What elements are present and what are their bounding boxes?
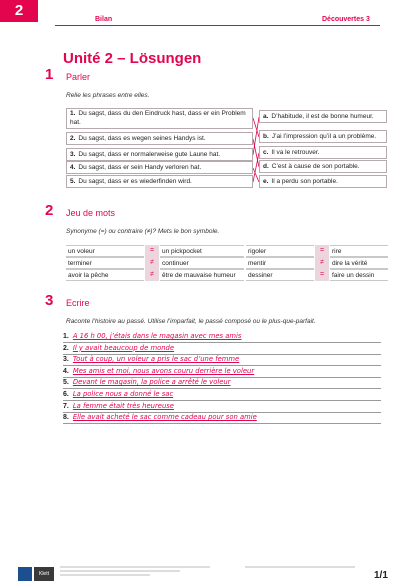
match-line <box>253 168 259 182</box>
word-cell: continuer <box>160 257 244 269</box>
word-cell: un pickpocket <box>160 245 244 257</box>
match-right-item: d. C’est à cause de son portable. <box>259 160 387 173</box>
word-cell: dire la vérité <box>330 257 388 269</box>
section-1-instruction: Relie les phrases entre elles. <box>66 92 150 99</box>
handwritten-answer: Devant le magasin, la police a arrêté le voleur <box>72 378 231 387</box>
line-number: 4. <box>63 367 69 375</box>
publisher-logo-icon <box>18 567 32 581</box>
answer-line <box>63 412 381 424</box>
word-cell: être de mauvaise humeur <box>160 269 244 281</box>
handwritten-answer: A 16 h 00, j’étais dans le magasin avec mes amis <box>72 332 242 340</box>
line-number: 1. <box>63 333 69 340</box>
handwritten-answer: Il y avait beaucoup de monde <box>72 343 175 352</box>
answer-line <box>63 343 381 355</box>
header-rule <box>55 25 380 26</box>
word-cell: un voleur <box>66 245 144 257</box>
section-label: Bilan <box>95 16 113 23</box>
answer-line <box>63 377 381 389</box>
author-line <box>245 566 355 568</box>
match-left-item: 2. Du sagst, dass es wegen seines Handys ist. <box>66 132 253 145</box>
symbol-cell: = <box>315 269 329 281</box>
section-3-title: Ecrire <box>66 298 90 308</box>
match-line <box>253 139 259 167</box>
symbol-cell: = <box>315 245 329 257</box>
match-line <box>253 117 259 155</box>
word-cell: mentir <box>246 257 314 269</box>
line-number: 3. <box>63 356 69 364</box>
line-number: 5. <box>63 379 69 387</box>
section-2-title: Jeu de mots <box>66 208 116 218</box>
klett-logo: Klett <box>34 567 54 581</box>
match-right-item: b. J’ai l’impression qu’il a un problème. <box>259 130 387 143</box>
match-connectors <box>253 108 259 190</box>
match-left-item: 4. Du sagst, dass er sein Handy verloren hat. <box>66 161 253 174</box>
section-2-instruction: Synonyme (=) ou contraire (≠)? Mets le bon symbole. <box>66 228 220 235</box>
handwritten-answer: Elle avait acheté le sac comme cadeau pour son amie <box>72 413 257 422</box>
match-left-item: 3. Du sagst, dass er normalerweise gute Laune hat. <box>66 148 253 161</box>
section-2-number: 2 <box>45 202 54 219</box>
page-number: 1/1 <box>374 570 388 581</box>
line-number: 8. <box>63 414 69 422</box>
match-left-item: 1. Du sagst, dass du den Eindruck hast, dass er ein Problem hat. <box>66 108 253 129</box>
match-right-item: a. D’habitude, il est de bonne humeur. <box>259 110 387 123</box>
match-right-item: c. Il va le retrouver. <box>259 146 387 159</box>
answer-line <box>63 354 381 366</box>
page-title: Unité 2 – Lösungen <box>63 50 202 67</box>
word-cell: terminer <box>66 257 144 269</box>
symbol-cell: ≠ <box>145 269 159 281</box>
symbol-cell: ≠ <box>315 257 329 269</box>
symbol-cell: = <box>145 245 159 257</box>
handwritten-answer: Tout à coup, un voleur a pris le sac d’une femme <box>72 355 240 364</box>
section-3-number: 3 <box>45 292 54 309</box>
answer-line <box>63 389 381 401</box>
book-label: Découvertes 3 <box>322 16 370 23</box>
word-cell: faire un dessin <box>330 269 388 281</box>
symbol-cell: ≠ <box>145 257 159 269</box>
word-cell: dessiner <box>246 269 314 281</box>
answer-line <box>63 401 381 413</box>
handwritten-answer: Mes amis et moi, nous avons couru derrière le voleur <box>72 366 255 375</box>
unit-number-tab: 2 <box>0 0 38 22</box>
word-cell: rire <box>330 245 388 257</box>
match-right-item: e. Il a perdu son portable. <box>259 175 387 188</box>
word-cell: rigoler <box>246 245 314 257</box>
line-number: 6. <box>63 391 69 398</box>
handwritten-answer: La police nous a donné le sac <box>72 390 174 398</box>
match-left-item: 5. Du sagst, dass er es wiederfinden wird. <box>66 175 253 188</box>
section-1-title: Parler <box>66 72 91 82</box>
handwritten-answer: La femme était très heureuse <box>72 401 174 410</box>
answer-line <box>63 366 381 378</box>
word-cell: avoir la pêche <box>66 269 144 281</box>
line-number: 7. <box>63 402 69 410</box>
answer-line <box>63 331 381 343</box>
copyright-notice <box>60 566 210 576</box>
line-number: 2. <box>63 344 69 352</box>
section-3-instruction: Raconte l’histoire au passé. Utilise l’imparfait, le passé composé ou le plus-que-parfait. <box>66 318 316 325</box>
match-line <box>253 153 259 182</box>
section-1-number: 1 <box>45 66 54 83</box>
